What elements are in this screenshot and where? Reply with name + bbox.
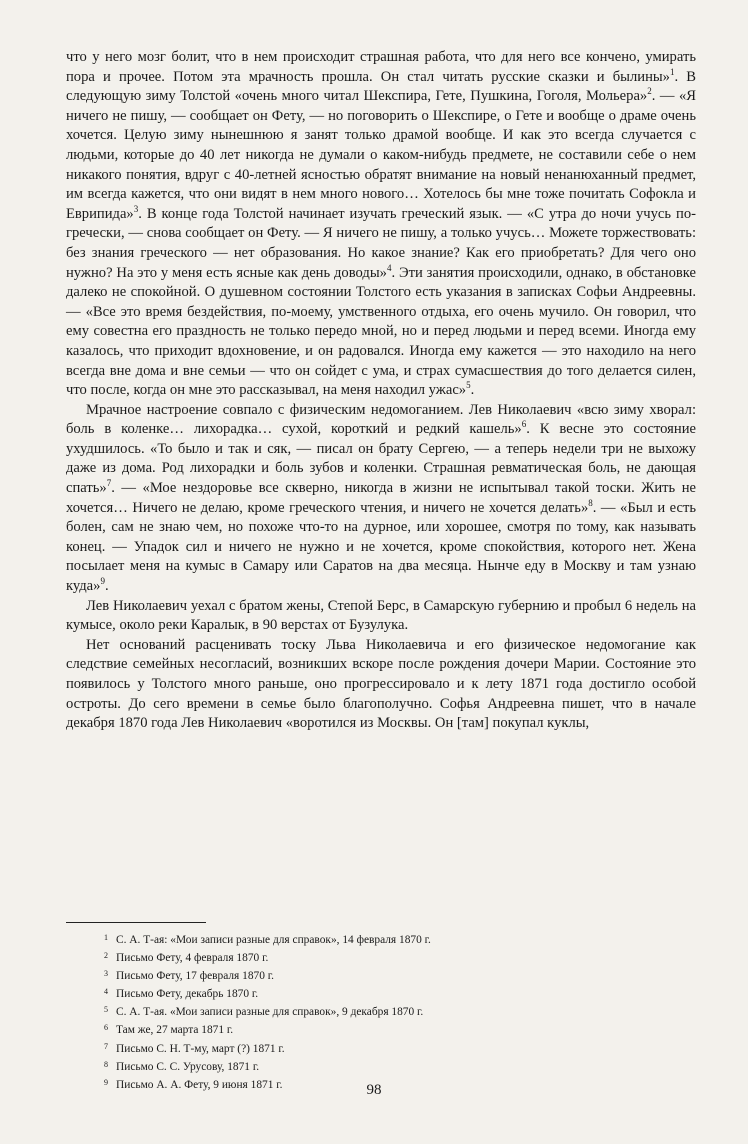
footnote-number: 9 (104, 1077, 108, 1087)
footnote-number: 5 (104, 1005, 108, 1015)
footnote (104, 1020, 664, 1038)
footnote-number: 1 (104, 933, 108, 942)
footnote-text: Письмо А. А. Фету, 9 июня 1871 г. (116, 1078, 283, 1091)
page-body (66, 48, 696, 734)
footnote (104, 1057, 664, 1075)
footnote-number: 4 (104, 987, 108, 997)
footnote-number: 7 (104, 1041, 108, 1051)
footnote-number: 3 (104, 969, 108, 979)
page-number: 98 (366, 1082, 382, 1098)
paragraph: что у него мозг болит, что в нем происходит страшная работа, что для него все кончено, умирать пора и прочее. Потом эта мрачность прошла. Он стал читать русские сказки и былины»$^1$. В следующую зиму Толстой «очень много читал Шекспира, Гете, Пушкина, Гоголя, Мольера»$^2$. — «Я ничего не пишу, — сообщает он Фету, — но поговорить о Шекспире, о Гете и вообще о драме очень хочется. Целую зиму нынешнюю я занят только драмой вообще. И как это всегда случается с людьми, которые до 40 лет никогда не думали о каком-нибудь предмете, не составили себе о нем никакого понятия, вдруг с 40-летней ясностью обратят внимание на новый ненанюханный предмет, им всегда кажется, что они видят в нем много нового… Хотелось бы мне тоже почитать Софокла и Еврипида»$^3$. В конце года Толстой начинает изучать греческий язык. — «С утра до ночи учусь по-гречески, — снова сообщает он Фету. — Я ничего не пишу, а только учусь… Можете торжествовать: без знания греческого — нет образования. Но какое знание? Как его приобретать? Для чего оно нужно? На это у меня есть ясные как день доводы»$^4$. Эти занятия происходили, однако, в обстановке далеко не спокойной. О душевном состоянии Толстого есть указания в записках Софьи Андреевны. — «Все это время бездействия, по-моему, умственного отдыха, его очень мучило. Он говорил, что ему совестна его праздность не только передо мной, но и перед людьми и перед всеми. Иногда ему казалось, что приходит вдохновение, и он радовался. Иногда ему кажется — это находило на него всегда вне дома и вне семьи — что он сойдет с ума, и страх сумасшествия до того делается силен, что после, когда он мне это рассказывал, на меня находил ужас»$^5$. (66, 49, 697, 399)
footnote (104, 984, 664, 1002)
footnote-number: 8 (104, 1059, 108, 1069)
paragraph: Нет оснований расценивать тоску Льва Николаевича и его физическое недомогание как следствие семейных несогласий, возникших вскоре после рождения дочери Марии. Состояние это появилось у Толстого много раньше, оно прогрессировало и к лету 1871 года достигло особой остроты. До сего времени в семье было благополучно. Софья Андреевна пишет, что в начале декабря 1870 года Лев Николаевич «воротился из Москвы. Он [там] покупал куклы, (66, 636, 696, 732)
footnote-text: С. А. Т-ая. «Мои записи разные для справок», 9 декабря 1870 г. (116, 1006, 424, 1019)
footnote (104, 966, 664, 984)
footnote-text: Там же, 27 марта 1871 г. (116, 1024, 234, 1037)
footnote-number: 2 (104, 951, 108, 961)
footnote-text: С. А. Т-ая: «Мои записи разные для справок», 14 февраля 1870 г. (116, 934, 431, 946)
main-text (66, 48, 696, 734)
footnote (104, 948, 664, 966)
footnote-number: 6 (104, 1023, 108, 1033)
footnote (104, 1002, 664, 1020)
footnote-text: Письмо С. Н. Т-му, март (?) 1871 г. (116, 1042, 285, 1055)
footnote-text: Письмо Фету, декабрь 1870 г. (116, 988, 259, 1001)
footnotes (104, 930, 664, 1093)
footnote-text: Письмо Фету, 17 февраля 1870 г. (116, 970, 274, 983)
paragraph: Мрачное настроение совпало с физическим недомоганием. Лев Николаевич «всю зиму хворал: боль в коленке… лихорадка… сухой, короткий и редкий кашель»$^6$. К весне это состояние ухудшилось. «То было и так и сяк, — писал он брату Сергею, — а теперь недели три не выхожу даже из дома. Род лихорадки и боль зубов и коленки. Страшная ревматическая боль, не дающая спать»$^7$. — «Мое нездоровье все скверно, никогда в жизни не испытывал такой тоски. Жить не хочется… Ничего не делаю, кроме греческого чтения, и ничего не хочется делать»$^8$. — «Был и есть болен, сам не знаю чем, но похоже что-то на дурное, или хорошее, смотря по тому, как называть конец. — Упадок сил и ничего не нужно и не хочется, кроме спокойствия, которого нет. Жена посылает меня на кумыс в Самару или Саратов на два месяца. Нынче еду в Москву и там узнаю куда»$^9$. (66, 401, 696, 595)
footnote (104, 1039, 664, 1057)
footnote-text: Письмо Фету, 4 февраля 1870 г. (116, 952, 269, 965)
footnote-divider (66, 922, 206, 923)
paragraph: Лев Николаевич уехал с братом жены, Степой Берс, в Самарскую губернию и пробыл 6 недель на кумысе, около реки Каралык, в 90 верстах от Бузулука. (66, 597, 696, 634)
footnote-text: Письмо С. С. Урусову, 1871 г. (116, 1060, 260, 1073)
footnote (104, 930, 664, 948)
